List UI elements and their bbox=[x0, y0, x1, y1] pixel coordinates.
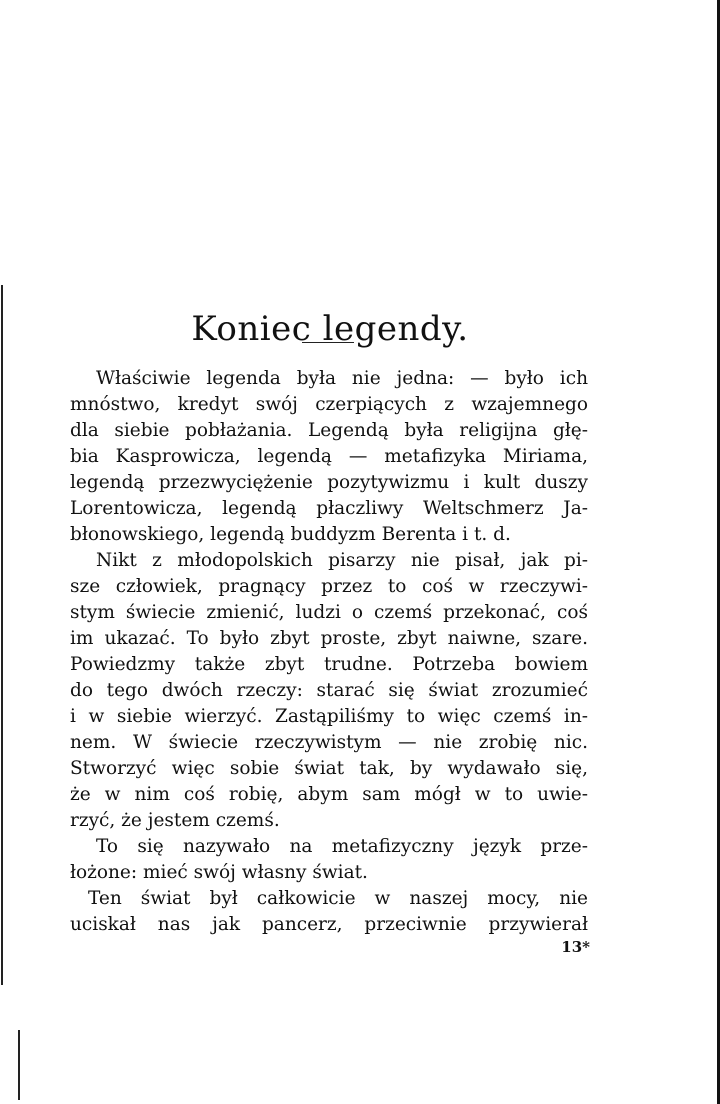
text-line: mnóstwo, kredyt swój czerpiących z wzajemnego bbox=[70, 394, 588, 415]
text-line: Stworzyć więc sobie świat tak, by wydawało się, bbox=[70, 758, 588, 779]
text-line: że w nim coś robię, abym sam mógł w to uwie- bbox=[70, 784, 588, 805]
text-line: dla siebie pobłażania. Legendą była religijna głę- bbox=[70, 420, 588, 441]
text-line: Lorentowicza, legendą płaczliwy Weltschmerz Ja- bbox=[70, 498, 588, 519]
text-line: sze człowiek, pragnący przez to coś w rzeczywi- bbox=[70, 576, 588, 597]
text-line: stym świecie zmienić, ludzi o czemś przekonać, coś bbox=[70, 602, 588, 623]
scan-edge-left-bottom bbox=[18, 1030, 20, 1100]
scan-edge-left bbox=[1, 285, 3, 985]
text-line: Nikt z młodopolskich pisarzy nie pisał, jak pi- bbox=[96, 550, 588, 571]
text-line: i w siebie wierzyć. Zastąpiliśmy to więc czemś in- bbox=[70, 706, 588, 727]
text-line: Właściwie legenda była nie jedna: — było ich bbox=[96, 368, 588, 389]
title-rule bbox=[302, 342, 354, 343]
text-line: błonowskiego, legendą buddyzm Berenta i t. d. bbox=[70, 524, 511, 545]
text-line: łożone: mieć swój własny świat. bbox=[70, 862, 368, 883]
text-line: do tego dwóch rzeczy: starać się świat zrozumieć bbox=[70, 680, 588, 701]
text-line: legendą przezwyciężenie pozytywizmu i kult duszy bbox=[70, 472, 588, 493]
chapter-title: Koniec legendy. bbox=[191, 308, 469, 349]
text-line: uciskał nas jak pancerz, przeciwnie przywierał bbox=[70, 914, 588, 935]
body-text bbox=[70, 366, 588, 938]
text-line: im ukazać. To było zbyt proste, zbyt naiwne, szare. bbox=[70, 628, 588, 649]
text-line: Ten świat był całkowicie w naszej mocy, nie bbox=[88, 888, 588, 909]
text-line: To się nazywało na metafizyczny język prze- bbox=[96, 836, 588, 857]
text-line: rzyć, że jestem czemś. bbox=[70, 810, 280, 831]
text-line: nem. W świecie rzeczywistym — nie zrobię nic. bbox=[70, 732, 588, 753]
page-number: 13* bbox=[561, 938, 590, 956]
text-line: bia Kasprowicza, legendą — metafizyka Miriama, bbox=[70, 446, 588, 467]
text-line: Powiedzmy także zbyt trudne. Potrzeba bowiem bbox=[70, 654, 588, 675]
